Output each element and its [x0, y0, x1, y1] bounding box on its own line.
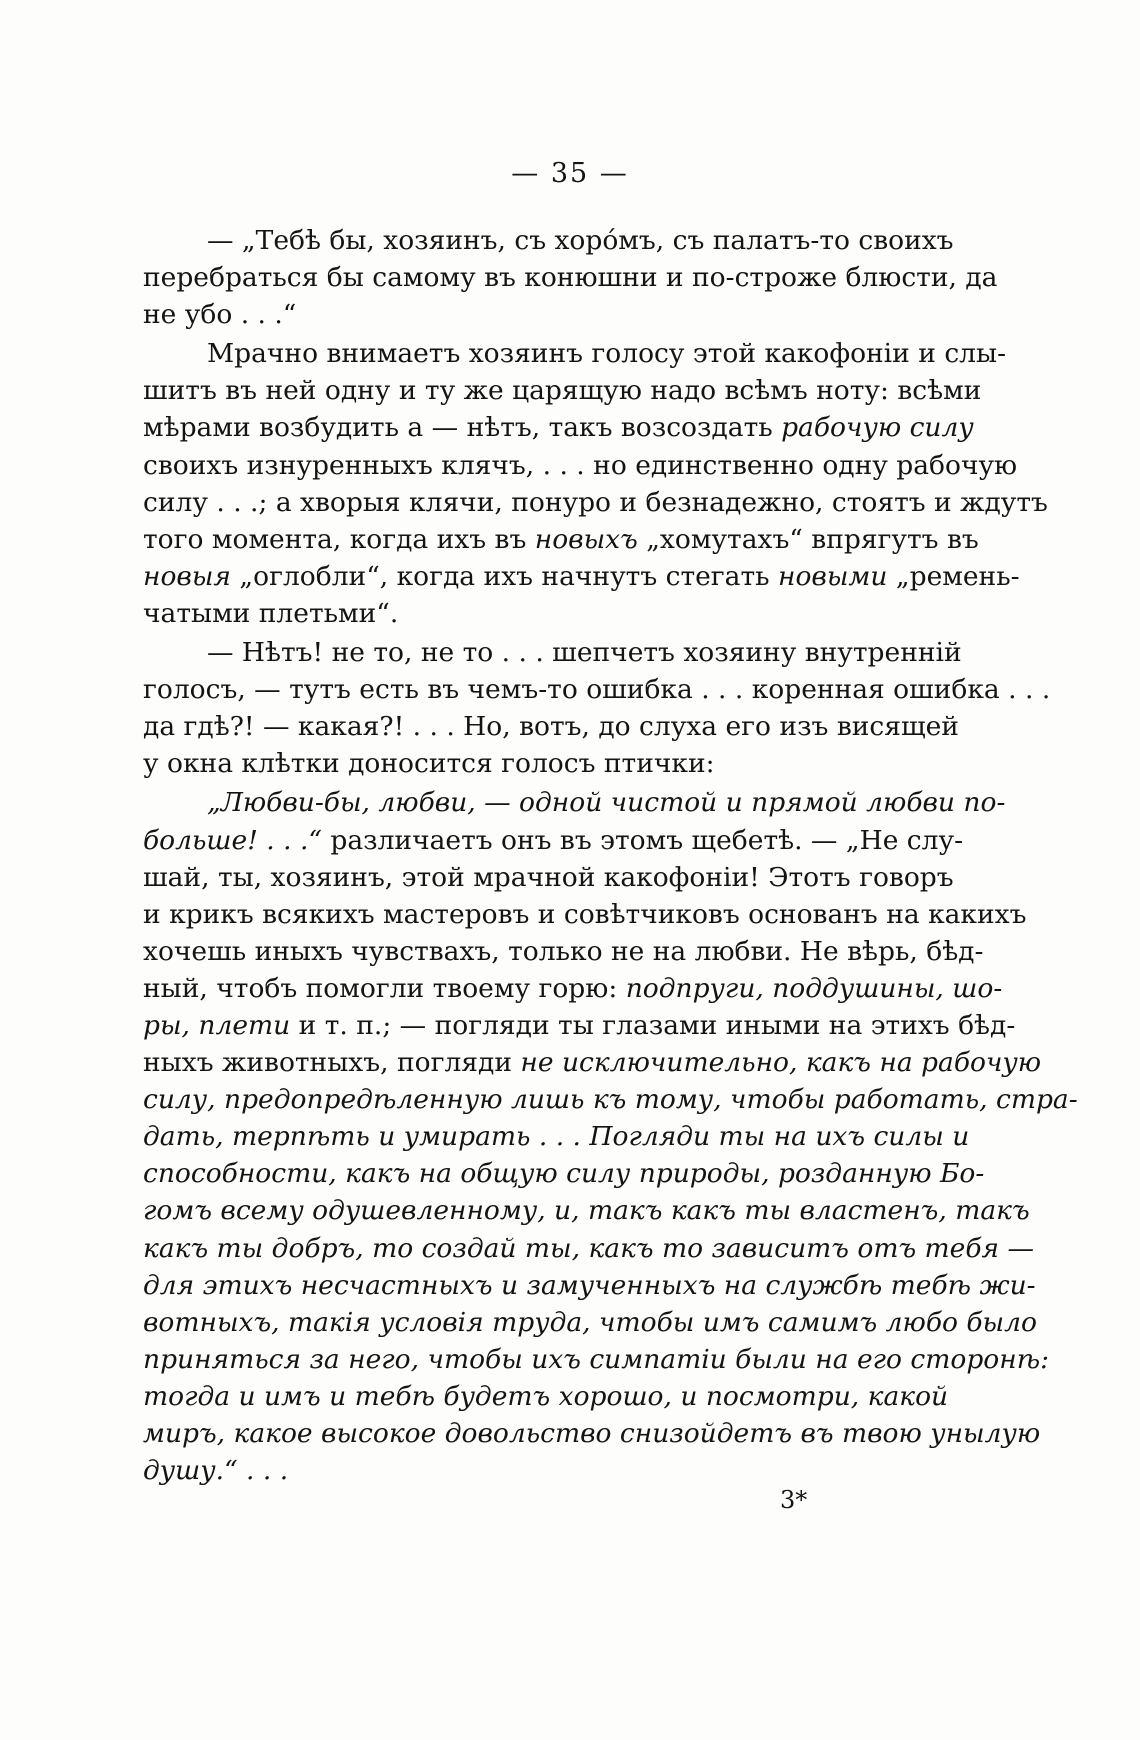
italic-segment: гомъ всему одушевленному, и, такъ какъ ты властенъ, такъ [143, 1195, 1030, 1227]
text-line [143, 1341, 1050, 1378]
line-text: Мрачно внимаетъ хозяинъ голосу этой какофоніи и слы- [207, 338, 1007, 370]
text-line [143, 1267, 1036, 1304]
italic-segment: вотныхъ, такія условія труда, чтобы имъ самимъ любо было [143, 1306, 1037, 1338]
line-text: перебраться бы самому въ конюшни и по-строже блюсти, да [143, 262, 998, 294]
line-text: у окна клѣтки доносится голосъ птички: [143, 748, 715, 780]
line-text: силу . . .; а хворыя клячи, понуро и безнадежно, стоятъ и ждутъ [143, 486, 1048, 518]
text-segment: того момента, когда ихъ въ [143, 523, 535, 555]
italic-segment: не исключительно, какъ на рабочую [520, 1047, 1042, 1079]
text-segment: „ремень- [887, 560, 1020, 592]
text-line [143, 1192, 1030, 1229]
italic-segment: миръ, какое высокое довольство снизойдетъ въ твою унылую [143, 1418, 1041, 1449]
line-text: шай, ты, хозяинъ, этой мрачной какофоніи! Этотъ говоръ [143, 861, 954, 893]
text-line [143, 484, 1048, 521]
italic-segment: больше! . . .“ [143, 824, 322, 856]
text-line [143, 933, 984, 970]
italic-segment: приняться за него, чтобы ихъ симпатіи были на его сторонѣ: [143, 1343, 1050, 1375]
italic-segment: „Любви-бы, любви, — одной чистой и прямой любви по- [207, 787, 1006, 819]
text-line [143, 372, 982, 409]
text-line [143, 1007, 1016, 1044]
line-text: да гдѣ?! — какая?! . . . Но, вотъ, до слуха его изъ висящей [143, 711, 959, 743]
text-block [143, 222, 1078, 1489]
text-line [143, 896, 1027, 933]
text-line [143, 970, 1003, 1007]
text-line [143, 745, 938, 782]
italic-segment: подпруги, поддушины, шо- [625, 972, 1003, 1004]
text-line [143, 822, 964, 859]
text-line [143, 259, 998, 296]
text-line [143, 1155, 985, 1192]
printer-signature: 3* [780, 1486, 808, 1514]
text-line [143, 409, 974, 446]
italic-segment: душу.“ . . . [143, 1455, 289, 1487]
line-text: шитъ въ ней одну и ту же царящую надо всѣмъ ноту: всѣми [143, 375, 982, 407]
text-segment: „хомутахъ“ впрягутъ въ [637, 523, 979, 555]
italic-segment: рабочую силу [781, 412, 974, 444]
italic-segment: новыми [777, 560, 888, 592]
text-segment: ныхъ животныхъ, погляди [143, 1047, 521, 1079]
line-text: не убо . . .“ [143, 299, 297, 331]
page-number: — 35 — [511, 158, 629, 189]
line-text: — Нѣтъ! не то, не то . . . шепчетъ хозяину внутренній [207, 637, 962, 669]
line-text: голосъ, — тутъ есть въ чемъ-то ошибка . . . коренная ошибка . . . [143, 674, 1051, 706]
italic-segment: для этихъ несчастныхъ и замученныхъ на службѣ тебѣ жи- [143, 1269, 1036, 1301]
text-line [143, 296, 938, 333]
text-line [143, 784, 1006, 821]
text-segment: „оглобли“, когда ихъ начнутъ стегать [230, 560, 778, 592]
text-line [143, 671, 1051, 708]
text-line [143, 1081, 1078, 1118]
text-line [143, 1044, 1042, 1081]
text-segment: мѣрами возбудить а — нѣтъ, такъ возсоздать [143, 412, 782, 444]
italic-segment: тогда и имъ и тебѣ будетъ хорошо, и посмотри, какой [143, 1380, 949, 1412]
line-text: — „Тебѣ бы, хозяинъ, съ хоро́мъ, съ палатъ-то своихъ [207, 225, 954, 256]
text-line [143, 1304, 1037, 1341]
text-segment: различаетъ онъ въ этомъ щебетѣ. — „Не слу- [321, 824, 964, 856]
text-line [143, 1452, 938, 1489]
text-line [143, 1415, 1041, 1452]
italic-segment: новыхъ [534, 523, 638, 555]
text-segment: и т. п.; — погляди ты глазами иными на этихъ бѣд- [290, 1009, 1016, 1041]
text-line [143, 447, 1018, 484]
text-line [143, 1118, 970, 1155]
text-segment: ный, чтобъ помогли твоему горю: [143, 972, 626, 1004]
italic-segment: новыя [143, 560, 231, 592]
line-text: чатыми плетьми“. [143, 597, 399, 629]
text-line [143, 222, 954, 259]
line-text: своихъ изнуренныхъ клячъ, . . . но единственно одну рабочую [143, 449, 1018, 481]
text-line [143, 1378, 949, 1415]
text-line [143, 521, 979, 558]
text-line [143, 859, 954, 896]
text-line [143, 1230, 1034, 1267]
text-line [143, 595, 938, 632]
line-text: и крикъ всякихъ мастеровъ и совѣтчиковъ основанъ на какихъ [143, 898, 1027, 930]
line-text: хочешь иныхъ чувствахъ, только не на любви. Не вѣрь, бѣд- [143, 935, 984, 967]
text-line [143, 335, 1007, 372]
text-line [143, 558, 1020, 595]
italic-segment: дать, терпѣть и умирать . . . Погляди ты на ихъ силы и [143, 1121, 970, 1153]
text-line [143, 708, 959, 745]
italic-segment: какъ ты добръ, то создай ты, какъ то зависитъ отъ тебя — [143, 1232, 1034, 1264]
text-line [143, 634, 962, 671]
italic-segment: силу, предопредѣленную лишь къ тому, чтобы работать, стра- [143, 1084, 1078, 1116]
italic-segment: способности, какъ на общую силу природы, розданную Бо- [143, 1158, 985, 1190]
italic-segment: ры, плети [143, 1009, 291, 1041]
